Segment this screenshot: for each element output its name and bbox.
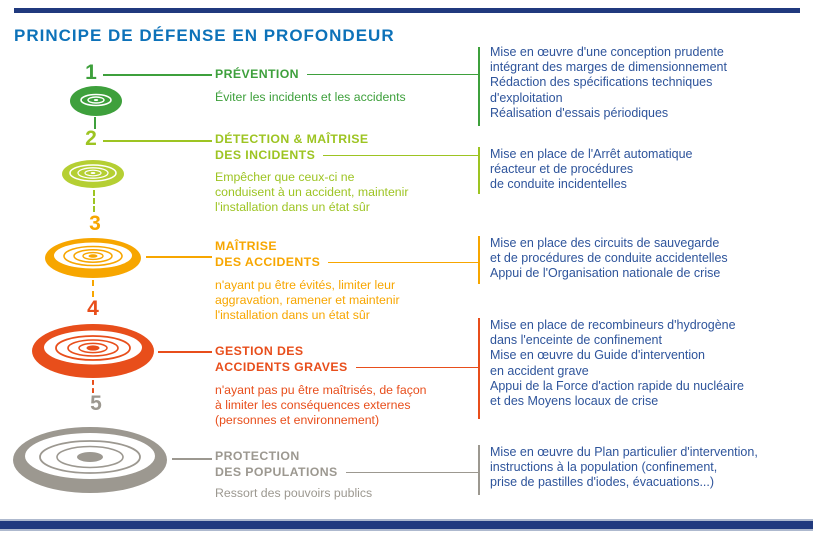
level-title-text: PROTECTION (215, 449, 300, 463)
level-measures: Mise en place de recombineurs d'hydrogène dans l'enceinte de confinement Mise en œuvre du Guide d'intervention en accident grave Appui de la Force d'action rapide du nucléaire et des Moyens locaux de crise (490, 318, 744, 409)
dashed-connector (92, 280, 94, 297)
disc-rings-icon (32, 324, 154, 378)
right-rule (478, 318, 480, 419)
title-rule (328, 262, 478, 263)
right-rule (478, 236, 480, 284)
level-measures: Mise en œuvre du Plan particulier d'intervention, instructions à la population (confinement, prise de pastilles d'iodes, évacuations...) (490, 445, 758, 490)
connector-line (172, 458, 212, 460)
level-description: Ressort des pouvoirs publics (215, 486, 373, 500)
level-measures: Mise en œuvre d'une conception prudente intégrant des marges de dimensionnement Rédaction des spécifications techniques d'exploitation Réalisation d'essais périodiques (490, 45, 727, 120)
right-rule (478, 147, 480, 194)
level-number: 1 (85, 61, 97, 84)
dashed-connector (94, 117, 96, 129)
disc-rings-icon (62, 160, 124, 188)
disc-rings-icon (70, 86, 122, 116)
level-description: Éviter les incidents et les accidents (215, 90, 406, 104)
connector-line (146, 256, 212, 258)
right-rule (478, 445, 480, 495)
level-title (215, 66, 478, 82)
title-rule (346, 472, 478, 473)
title-rule (307, 74, 478, 75)
level-title (215, 448, 478, 480)
level-title-text: ACCIDENTS GRAVES (215, 360, 348, 374)
title-rule (323, 155, 478, 156)
connector-line (103, 140, 212, 142)
connector-line (103, 74, 212, 76)
level-title-text: DES ACCIDENTS (215, 255, 321, 269)
connector-line (158, 351, 212, 353)
level-title-text: DÉTECTION & MAÎTRISE (215, 132, 369, 146)
disc-rings-icon (45, 238, 141, 278)
level-number: 4 (87, 297, 99, 320)
level-measures: Mise en place de l'Arrêt automatique réacteur et de procédures de conduite incidentelles (490, 147, 693, 192)
level-title-text: DES INCIDENTS (215, 148, 316, 162)
level-number: 2 (85, 127, 97, 150)
level-number: 3 (89, 212, 101, 235)
dashed-connector (92, 380, 94, 393)
level-number: 5 (90, 392, 102, 415)
level-title-text: PRÉVENTION (215, 67, 299, 81)
right-rule (478, 47, 480, 126)
level-title-text: GESTION DES (215, 344, 304, 358)
level-description: Empêcher que ceux-ci ne conduisent à un accident, maintenir l'installation dans un état sûr (215, 170, 409, 214)
level-title-text: MAÎTRISE (215, 239, 277, 253)
level-description: n'ayant pu être évités, limiter leur aggravation, ramener et maintenir l'installation dans un état sûr (215, 278, 400, 322)
level-title (215, 238, 478, 270)
bottom-rule (0, 519, 813, 531)
level-title (215, 343, 478, 375)
disc-rings-icon (13, 427, 167, 493)
level-title (215, 131, 478, 163)
page-title: PRINCIPE DE DÉFENSE EN PROFONDEUR (14, 26, 395, 45)
level-description: n'ayant pas pu être maîtrisés, de façon à limiter les conséquences externes (personnes et environnement) (215, 383, 427, 427)
top-rule (14, 8, 800, 13)
title-rule (356, 367, 478, 368)
level-measures: Mise en place des circuits de sauvegarde et de procédures de conduite accidentelles Appui de l'Organisation nationale de crise (490, 236, 728, 281)
level-title-text: DES POPULATIONS (215, 465, 338, 479)
dashed-connector (93, 190, 95, 212)
